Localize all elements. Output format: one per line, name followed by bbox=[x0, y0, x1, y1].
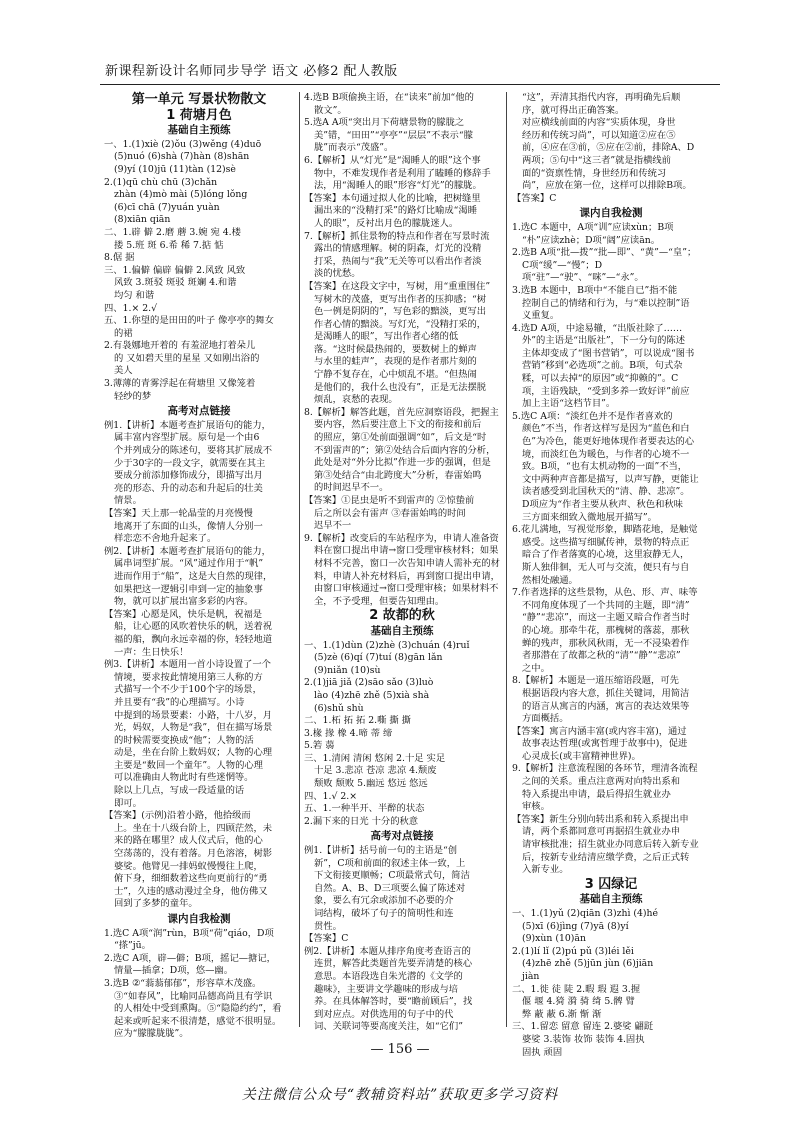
text-line: 两项；⑤句中“这三者”就是指横线前 bbox=[522, 154, 671, 166]
text-line: 境，而淡红色为暖色，与作者的心境不一 bbox=[522, 448, 690, 460]
text-line: 亮的形态、升的动态和升起后的壮美 bbox=[114, 482, 263, 494]
text-line: 弊 蔽 蔽 6.渐 惭 渐 bbox=[522, 1008, 602, 1020]
text-line: 2.漏下来的日光 十分的秋意 bbox=[304, 815, 419, 827]
text-line: 尚”，应放在第一位，这样可以排除B项。 bbox=[522, 180, 692, 192]
text-line: 的 又如碧天里的星星 又如刚出浴的 bbox=[114, 352, 260, 364]
text-line: 是渴睡人的眼”，写出作者心绪的低 bbox=[314, 331, 459, 343]
text-line: 经历和传统习尚”，可以知道②应在⑤ bbox=[522, 129, 676, 141]
text-line: 五、1.一种半开、半醉的状态 bbox=[304, 803, 425, 815]
text-line: 固执 顽固 bbox=[522, 1046, 563, 1058]
text-line: 烦乱，哀愁的表现。 bbox=[314, 394, 398, 406]
text-line: 二、1.辟 僻 2.磨 蘑 3.婉 宛 4.楼 bbox=[104, 226, 241, 238]
text-line: 空荡荡的，没有着落。月色溶溶，树影 bbox=[114, 848, 273, 860]
text-line: 之间的关系。重点注意两对向特出系和 bbox=[522, 776, 681, 788]
answer-block bbox=[104, 139, 294, 403]
text-line: 的语言从寓言的内涵，寓言的表达效果等 bbox=[522, 700, 690, 712]
text-line: 然相处融通。 bbox=[522, 574, 578, 586]
lesson-title: 1 荷塘月色 bbox=[166, 107, 232, 123]
text-line: 上。坐在十八级台阶上，四顾茫然，未 bbox=[114, 822, 273, 834]
text-line: 一、1.(1)dùn (2)zhè (3)chuán (4)ruǐ bbox=[304, 639, 470, 651]
section-heading: 高考对点链接 bbox=[370, 830, 434, 843]
text-line: 中提到的场景要素：小路，十八岁，月 bbox=[114, 709, 273, 721]
text-line: 对应横线前面的内容“实质体现，身世 bbox=[522, 117, 676, 129]
text-line: 五、1.你望的是田田的叶子 像亭亭的舞女 bbox=[104, 315, 274, 327]
text-line: 婆娑 3.装饰 妆饰 装饰 4.固执 bbox=[522, 1033, 645, 1045]
answer-block bbox=[104, 420, 294, 911]
text-line: 后之所以会有雷声 ③春雷始鸣的时间 bbox=[314, 507, 466, 519]
text-line: 打采，热闹与“我”无关等可以看出作者淡 bbox=[314, 255, 482, 267]
text-line: 四、1.√ 2.× bbox=[304, 790, 358, 802]
text-line: D项应为“作者主要从秋声、秋色和秋味 bbox=[522, 499, 683, 510]
text-line: 福的船，飘向永远幸福的你，轻轻地道 bbox=[114, 633, 273, 645]
text-line: 属串词型扩展。“风”通过作用于“帆” bbox=[114, 558, 264, 570]
text-line: 2.(1)lí lǐ (2)pú pǔ (3)léi lěi bbox=[512, 945, 634, 957]
text-line: 例2.【讲析】本题从排序角度考查语言的 bbox=[304, 945, 471, 957]
text-line: 特入系提出申请，最后得招生就业办 bbox=[522, 788, 671, 800]
text-line: 读者感受到北国秋天的“清、静、悲凉”。 bbox=[522, 486, 690, 498]
text-line: 的照应，第①处前面强调“如”，后文是“时 bbox=[314, 432, 487, 444]
text-line: 婆娑。他臂见一排妈蚁慢慢往上爬， bbox=[114, 860, 263, 872]
text-line: 三、1.留恋 留意 留连 2.婆娑 翩跹 bbox=[512, 1021, 654, 1033]
text-line: 请审核批准；招生就业办同意后转入新专业 bbox=[522, 839, 699, 851]
text-line: 船，让心愿的风吹着快乐的帆，送着祝 bbox=[114, 621, 273, 633]
text-line: 搂 5.班 斑 6.希 稀 7.掂 惦 bbox=[114, 239, 224, 251]
text-line: “静”“悲凉”，而这一主题又暗合作者当时 bbox=[522, 612, 690, 624]
text-line: 美人 bbox=[114, 365, 133, 377]
text-line: 少于30字的一段文字，就需要在其主 bbox=[114, 457, 266, 469]
text-line: 例1.【讲析】括号前一句的主语是“创 bbox=[304, 845, 458, 857]
text-line: 散文”。 bbox=[314, 104, 347, 116]
text-line: 的时候需要变换成“他”；人物的活 bbox=[114, 734, 254, 746]
text-line: 4.选B B项偷换主语，在“读来”前加“他的 bbox=[304, 92, 474, 103]
text-line: 【答案】心愿是风，快乐是帆，祝福是 bbox=[104, 608, 263, 620]
text-line: 【答案】本句通过拟人化的比喻，把树缝里 bbox=[304, 192, 481, 204]
text-line: 光，妈奴，人物是“我”，但在描写场景 bbox=[114, 722, 273, 734]
text-line: 动是，坐在台阶上数妈奴；人物的心理 bbox=[114, 747, 273, 759]
text-line: 第③处结合“由北跨度大”分析，春雷始鸣 bbox=[314, 469, 482, 481]
text-line: 要内容，然后要注意上下文的衔接和前后 bbox=[314, 419, 482, 431]
text-line: 【答案】(示例)沿着小路，他拾级而 bbox=[104, 810, 251, 822]
text-line: 法，用“渴睡人的眼”形容“灯光”的朦胧。 bbox=[314, 180, 482, 192]
running-header: 新课程新设计名师同步导学 语文 必修2 配人教版 bbox=[105, 64, 398, 79]
section-heading: 高考对点链接 bbox=[167, 405, 231, 418]
text-line: 均匀 和谐 bbox=[114, 289, 155, 301]
text-line: 颜色”不当，作者这样写是因为“蓝色和白 bbox=[522, 423, 690, 435]
text-line: 词、关联词等要高度关注，如“它们” bbox=[314, 1021, 463, 1033]
text-line: (5)zè (6)qí (7)tuí (8)gān lǎn bbox=[314, 652, 443, 664]
text-line: 漏出来的“没精打采”的路灯比喻成“渴睡 bbox=[314, 205, 478, 217]
text-line: zhàn (4)mò mài (5)lóng lǒng bbox=[114, 189, 248, 201]
lesson-title: 2 故都的秋 bbox=[369, 608, 435, 624]
text-line: 不同角度体现了一个共同的主题，即“清” bbox=[522, 599, 690, 611]
text-line: 8.【解析】解答此题，首先应洞察语段，把握主 bbox=[304, 406, 499, 418]
text-line: 一声：生日快乐！ bbox=[114, 646, 189, 658]
text-line: 三、1.清闲 清闲 悠闲 2.十足 实足 bbox=[304, 752, 446, 764]
text-line: 4.选D A项，中途易辙，“出版社除了…… bbox=[512, 322, 683, 334]
text-line: 二、1.徙 徒 陡 2.暇 瑕 遐 3.握 bbox=[512, 983, 641, 995]
text-line: 物中，不难发现作者是利用了瞌睡的修辞手 bbox=[314, 167, 491, 179]
text-line: 入新专业。 bbox=[522, 864, 569, 876]
text-line: 例2.【讲析】本题考查扩展语句的能力， bbox=[104, 545, 271, 557]
text-line: (5)nuó (6)shà (7)hàn (8)shān bbox=[114, 151, 250, 163]
text-line: 要成分前添加修饰成分，即描写出月 bbox=[114, 470, 263, 482]
text-line: 二、1.柘 拓 拓 2.嘶 撕 撕 bbox=[304, 715, 411, 727]
text-line: 【答案】新生分别向转出系和转入系提出申 bbox=[512, 813, 689, 825]
text-line: 进而作用于“船”，这是大自然的现律， bbox=[114, 570, 273, 582]
text-line: 2.(1)qū chù chū (3)chǎn bbox=[104, 176, 218, 188]
text-line: 根据语段内容大意，抓住关键词，用简洁 bbox=[522, 687, 690, 699]
text-line: “这”，弄清其指代内容，再明确先后顺 bbox=[522, 92, 681, 103]
text-line: 【答案】寓言内涵丰富(或内容丰富)，通过 bbox=[512, 725, 687, 737]
text-line: 8.倨 据 bbox=[104, 252, 135, 264]
text-line: 9.【解析】改变后的车站程序为，申请人准备资 bbox=[304, 532, 499, 544]
text-line: 后，按新专业结清应缴学费，之后正式转 bbox=[522, 851, 690, 863]
text-line: 斯人独俳徊，无人可与交流，便只有与自 bbox=[522, 561, 690, 573]
text-line: 暗合了作者落寞的心境，这里寂静无人， bbox=[522, 549, 690, 561]
text-line: “朴”应读zhè；D项“阔”应读ān。 bbox=[522, 234, 661, 246]
text-line: (4)zhē zhě (5)jūn jùn (6)jiān bbox=[522, 958, 654, 970]
text-line: 作者心情的黯淡。写灯光，“没精打采的， bbox=[314, 318, 487, 330]
text-line: 俯下身，细细数着这些向更前行的“勇 bbox=[114, 873, 268, 885]
text-line: 材料不完善，窗口一次告知申请人需补充的材 bbox=[314, 557, 500, 569]
text-line: 9.【解析】注意流程图的各环节，理清各流程 bbox=[512, 763, 698, 775]
text-line: 并且要有“我”的心理描写。小诗 bbox=[114, 696, 245, 708]
text-line: 2.有袅娜地开着的 有羞涩地打着朵儿 bbox=[104, 340, 256, 352]
text-line: 象，要么有冗余或添加不必要的介 bbox=[314, 895, 454, 907]
text-line: 故事表达哲理(或寓哲理于故事中)，促进 bbox=[522, 738, 688, 750]
text-line: 1.选C 本题中，A项“训”应读xùn；B项 bbox=[512, 221, 674, 233]
text-line: 【答案】天上那一轮晶莹的月亮慢慢 bbox=[104, 508, 253, 519]
text-line: 情量—插拿；D项，悠—幽。 bbox=[114, 965, 234, 977]
text-line: 地离开了东面的山头，像情人分别一 bbox=[114, 520, 263, 532]
text-line: 控制自己的情绪和行为，与“难以控制”语 bbox=[522, 297, 690, 309]
text-line: 趣味》，主要讲文学趣味的形成与培 bbox=[314, 983, 459, 995]
text-line: 5.箬 蒻 bbox=[304, 740, 335, 752]
text-line: 料，申请人补充材料后，再到窗口提出申请， bbox=[314, 570, 500, 582]
text-line: 式描写一个不少于100个字的场景， bbox=[114, 684, 262, 696]
text-line: 全，不予受理，但要告知理由。 bbox=[314, 595, 445, 607]
text-line: 写树木的茂盛，更写出作者的压抑感；“树 bbox=[314, 293, 487, 305]
text-line: 文中两种声音都是描写，以声写静，更能让 bbox=[522, 473, 699, 485]
text-line: 项，主语残缺，“受到多养一致好评”前应 bbox=[522, 385, 690, 397]
text-line: 【答案】①昆虫是听不到雷声的 ②惊蛰前 bbox=[304, 495, 475, 506]
section-heading: 基础自主预练 bbox=[167, 124, 231, 137]
answer-block bbox=[512, 92, 710, 205]
text-line: 回到了多梦的童年。 bbox=[114, 898, 198, 910]
answer-block bbox=[104, 928, 294, 1041]
text-line: 可以准确由人物此时有些迷惘等。 bbox=[114, 772, 254, 784]
text-line: 方面概括。 bbox=[522, 713, 569, 725]
text-line: 情景。 bbox=[114, 495, 142, 507]
text-line: 主体却变成了“图书营销”，可以说成“图书 bbox=[522, 347, 695, 359]
text-line: 之中。 bbox=[522, 662, 550, 674]
column-right bbox=[512, 92, 710, 1058]
text-line: 露出的情感理解。树的阴森，灯光的没精 bbox=[314, 243, 482, 255]
text-line: 6.【解析】从“灯光”是“渴睡人的眼”这个事 bbox=[304, 154, 481, 166]
text-line: 意思。本语段选自朱光潜的《文学的 bbox=[314, 970, 463, 982]
text-line: 即可。 bbox=[114, 797, 142, 809]
section-heading: 基础自主预练 bbox=[370, 624, 434, 637]
text-line: lào (4)zhē zhě (5)xià shà bbox=[314, 689, 430, 701]
text-line: 2.选B A项“批—拨”“批—即”、“黄”—“皇”； bbox=[512, 247, 697, 259]
text-line: 下文衔接更顺畅；C项最常式句，简洁 bbox=[314, 870, 470, 882]
text-line: 应为“朦朦胧胧”。 bbox=[114, 1028, 189, 1040]
text-line: 胧”而表示“茂盛”。 bbox=[314, 142, 394, 154]
text-line: 属丰富内容型扩展。原句是一个由6 bbox=[114, 432, 260, 444]
text-line: 个并列成分的陈述句，要将其扩展成不 bbox=[114, 445, 273, 457]
text-line: 者那潜在了故都之秋的“清”“静”“悲凉” bbox=[522, 650, 681, 662]
text-line: 营销”移到“必选项”之前。B项，句式杂 bbox=[522, 360, 683, 372]
text-line: 起来或听起来不很清楚，感觉不很明显。 bbox=[114, 1015, 282, 1027]
text-line: 例3.【讲析】本题用一首小诗设置了一个 bbox=[104, 659, 271, 671]
text-line: (9)yí (10)jū (11)tàn (12)sè bbox=[114, 163, 236, 175]
text-line: (9)xùn (10)ān bbox=[522, 933, 586, 945]
text-line: 如果把这一逻辑引申到一定的抽象事 bbox=[114, 583, 263, 595]
text-line: 新”，C项和前面的叙述主体一致，上 bbox=[314, 857, 466, 869]
text-line: 心灵成长(或丰富精神世界)。 bbox=[522, 750, 641, 762]
text-line: 2.选C A项，辟—僻；B项，摇记—搪记， bbox=[104, 952, 276, 964]
text-line: 的人相处中受到熏陶。⑤“隐隐约约”，看 bbox=[114, 1003, 282, 1015]
text-line: 外”的主语是“出版社”，下一分句的陈述 bbox=[522, 335, 686, 347]
text-line: “搽”jū。 bbox=[114, 940, 151, 952]
text-line: 养。在具体解答时，要“瞻前顾后”，找 bbox=[314, 996, 473, 1008]
promo-note: 关注微信公众号“教辅资料站”获取更多学习资料 bbox=[241, 1087, 559, 1103]
text-line: 美”错，“田田”“亭亭”“层层”不表示“朦 bbox=[314, 129, 473, 141]
text-line: 3.椽 掾 橡 4.啼 蒂 缔 bbox=[304, 727, 393, 739]
text-line: 一、1.(1)yǔ (2)qiān (3)zhì (4)hé bbox=[512, 908, 659, 919]
text-line: 2.(1)jiā jiǎ (2)sāo sǎo (3)luò bbox=[304, 677, 434, 689]
text-line: 不到雷声的”；第②处结合后面内容的分析， bbox=[314, 444, 496, 456]
answer-block bbox=[304, 92, 500, 608]
text-line: 5.选C A项：“淡红色并不是作者喜欢的 bbox=[512, 410, 673, 422]
text-line: 轻纱的梦 bbox=[114, 390, 152, 402]
text-line: 的裙 bbox=[114, 327, 133, 339]
text-line: 落。“这时候最热闹的，要数树上的蝉声 bbox=[314, 343, 477, 355]
text-line: (6)cī chā (7)yuán yuàn bbox=[114, 201, 220, 213]
text-line: 风致 3.斑驳 斑驳 斑斓 4.和谐 bbox=[114, 277, 237, 289]
section-heading: 课内自我检测 bbox=[167, 913, 231, 925]
text-line: 【答案】C bbox=[304, 933, 349, 945]
text-line: 例1.【讲析】本题考查扩展语句的能力， bbox=[104, 419, 271, 431]
text-line: 样恋恋不舍地升起来了。 bbox=[114, 533, 217, 545]
column-middle bbox=[304, 92, 500, 1033]
text-line: (5)xī (6)jìng (7)yā (8)yí bbox=[522, 920, 629, 932]
text-line: 料在窗口提出申请→窗口受理审核材料；如果 bbox=[314, 545, 499, 557]
text-line: (9)niǎn (10)sù bbox=[314, 664, 381, 676]
text-line: 迟早不一 bbox=[314, 520, 352, 532]
text-line: 致。B项，“也有太机动物的一面”不当， bbox=[522, 461, 688, 473]
text-line: 淡的忧愁。 bbox=[314, 268, 361, 280]
text-line: 来的路在哪里？成人仪式后，他的心 bbox=[114, 835, 263, 847]
answer-block bbox=[512, 908, 710, 1059]
text-line: 请，两个系都同意可再据招生就业办申 bbox=[522, 826, 681, 838]
text-line: 6.花儿满地，写视觉形象，脚踏花地，是触觉 bbox=[512, 524, 698, 536]
text-line: 由窗口审核通过→窗口受理审核；如果材料不 bbox=[314, 583, 499, 595]
lesson-title: 3 囚绿记 bbox=[584, 876, 638, 892]
section-heading: 基础自主预练 bbox=[579, 893, 643, 906]
column-divider bbox=[506, 92, 507, 1027]
text-line: 士”，久违的感动漫过全身，他仿佛又 bbox=[114, 885, 268, 897]
text-line: 三、1.偏僻 偏辟 偏僻 2.风致 风致 bbox=[104, 264, 246, 276]
text-line: 【答案】在这段文字中，写树，用“重重围住” bbox=[304, 280, 491, 292]
text-line: 3.选B ②“蓊蓊郁郁”，形容草木茂盛。 bbox=[104, 977, 262, 989]
text-line: 3.薄薄的青雾浮起在荷塘里 又像笼着 bbox=[104, 378, 256, 390]
text-line: 情境，要求按此情境用第三人称的方 bbox=[114, 671, 263, 683]
text-line: 人的眼”，反衬出月色的朦胧迷人。 bbox=[314, 217, 459, 229]
text-line: 义重复。 bbox=[522, 310, 560, 322]
section-heading: 课内自我检测 bbox=[579, 207, 643, 220]
text-line: 7.【解析】抓住景物的特点和作者在写景时流 bbox=[304, 230, 490, 242]
text-line: 加上主语“这档节目”。 bbox=[522, 398, 616, 410]
text-line: 一、1.(1)xiè (2)ǒu (3)wěng (4)duō bbox=[104, 138, 262, 150]
answer-block bbox=[304, 845, 500, 1034]
text-line: 贯性。 bbox=[314, 920, 342, 932]
text-line: 颓败 颓败 5.幽远 悠远 悠远 bbox=[314, 778, 428, 790]
text-line: 十足 3.悲凉 苍凉 悲凉 4.颓废 bbox=[314, 765, 437, 777]
page-number: — 156 — bbox=[370, 1042, 430, 1057]
text-line: 物，就可以扩展出富多彩的内容。 bbox=[114, 596, 254, 608]
text-line: 色”为冷色，能更好地体现作者要表达的心 bbox=[522, 436, 695, 448]
text-line: 宁静不复存在，心中烦乱不堪。“但热闹 bbox=[314, 369, 477, 381]
text-line: 的心境。那牵牛花，那槐树的落蕊，那秋 bbox=[522, 624, 690, 636]
text-line: 的时间迟早不一。 bbox=[314, 482, 389, 494]
text-line: 前，④应在③前，⑤应在②前，排除A、D bbox=[522, 142, 695, 154]
text-line: 除以上几点，写成一段适量的话 bbox=[114, 785, 245, 797]
column-left bbox=[104, 92, 294, 1040]
text-line: 5.选A A项“突出月下荷塘景物的朦胧之 bbox=[304, 117, 465, 129]
text-line: 3.选B 本题中，B项中“不能自已”指不能 bbox=[512, 284, 678, 296]
text-line: 序，就可得出正确答案。 bbox=[522, 104, 625, 116]
answer-block bbox=[304, 640, 500, 829]
text-line: 感受。这些描写细腻传神，景物的特点正 bbox=[522, 536, 690, 548]
unit-title: 第一单元 写景状物散文 bbox=[131, 92, 267, 107]
text-line: 连贯，解答此类题首先要弄清楚的核心 bbox=[314, 958, 473, 970]
answer-block bbox=[512, 222, 710, 877]
column-divider bbox=[299, 92, 300, 1027]
text-line: 偃 堰 4.猗 漪 骑 绮 5.髀 臂 bbox=[522, 996, 635, 1008]
text-line: 7.作者选择的这些景物，从色、形、声、味等 bbox=[512, 587, 698, 599]
text-line: C项“缓”—“慢”；D项“驻”—“驶”、“咪”—“永”。 bbox=[522, 259, 644, 284]
text-line: 到对应点。对供选用的句子中的代 bbox=[314, 1008, 454, 1020]
text-line: 蝉的残声，那秋风秋雨，无一不浸染着作 bbox=[522, 637, 690, 649]
text-line: 此处是对“外分比拟”作进一步的强调，但是 bbox=[314, 457, 491, 469]
text-line: (6)shǔ shù bbox=[314, 702, 364, 714]
text-line: 是他们的，我什么也没有”，正是无法摆脱 bbox=[314, 381, 487, 393]
text-line: 三方面来细致入微地展开描写”。 bbox=[522, 511, 657, 523]
text-line: jiàn bbox=[522, 970, 540, 982]
text-line: 词结构，破坏了句子的简明性和连 bbox=[314, 908, 454, 919]
text-line: 1.选C A项“润”rùn，B项“荷”qiáo，D项 bbox=[104, 927, 274, 939]
text-line: (8)xiān qiān bbox=[114, 214, 171, 226]
text-line: 面的“资禀性情，身世经历和传统习 bbox=[522, 167, 667, 179]
text-line: ③“如春风”，比喻同品德高尚且有学识 bbox=[114, 990, 273, 1002]
text-line: 与水里的蛙声”，表现的是作者那片刻的 bbox=[314, 356, 477, 368]
text-line: 审核。 bbox=[522, 801, 550, 813]
text-line: 糅，可以去掉“的原因”或“抑赖的”。C bbox=[522, 373, 679, 385]
header-rule bbox=[100, 84, 720, 85]
text-line: 自然。A、B、D三项要么偏了陈述对 bbox=[314, 882, 466, 894]
text-line: 【答案】C bbox=[512, 192, 557, 204]
text-line: 色一例是阴阴的”，写色彩的黯淡，更写出 bbox=[314, 306, 487, 318]
text-line: 8.【解析】本题是一道压缩语段题，可先 bbox=[512, 675, 679, 687]
text-line: 四、1.× 2.√ bbox=[104, 302, 158, 314]
text-line: 主要是“数回一个童年”。人物的心理 bbox=[114, 759, 263, 771]
